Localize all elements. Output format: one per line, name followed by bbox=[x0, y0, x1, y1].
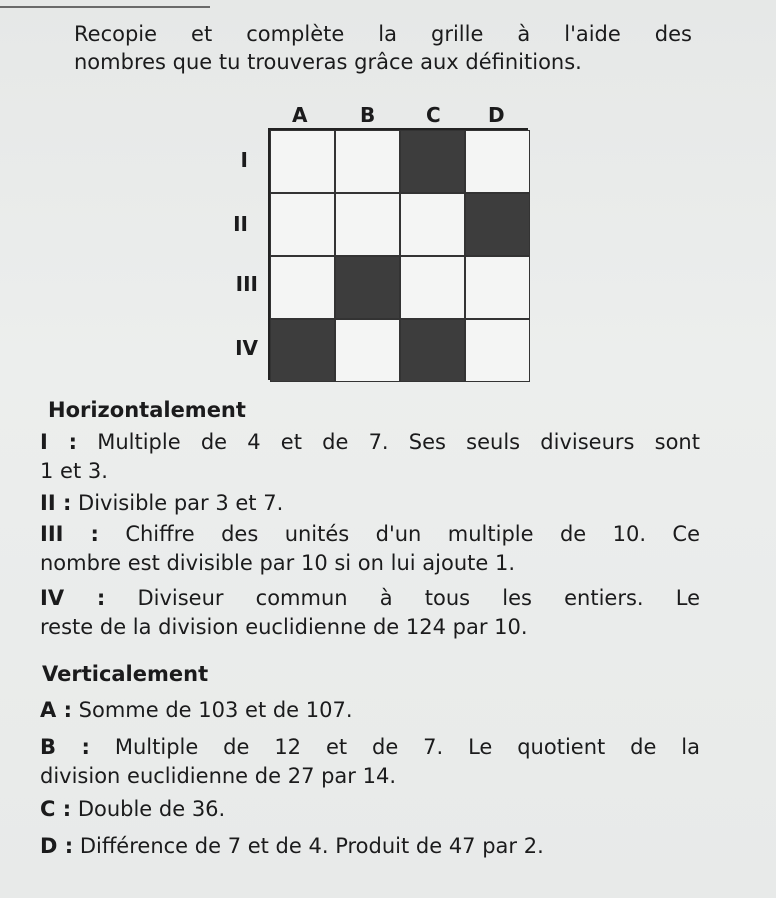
definition-horizontal-2 bbox=[40, 489, 700, 518]
definition-text: Multiple de 4 et de 7. Ses seuls diviseurs sont bbox=[97, 430, 700, 454]
definition-label: B : bbox=[40, 735, 90, 759]
column-label-d: D bbox=[488, 103, 505, 127]
instruction-line-1: Recopie et complète la grille à l'aide des bbox=[74, 22, 692, 46]
definition-horizontal-4 bbox=[40, 584, 700, 642]
top-rule-line bbox=[0, 6, 210, 8]
definition-label: III : bbox=[40, 522, 99, 546]
definition-label: I : bbox=[40, 430, 78, 454]
definition-label: II : bbox=[40, 491, 72, 515]
definition-horizontal-3 bbox=[40, 520, 700, 578]
grid-cell-empty[interactable] bbox=[270, 130, 335, 193]
grid-cell-black bbox=[335, 256, 400, 319]
row-label-2: II bbox=[233, 212, 248, 236]
definition-text: Chiffre des unités d'un multiple de 10. Ce bbox=[125, 522, 700, 546]
definition-horizontal-1 bbox=[40, 428, 700, 486]
column-label-a: A bbox=[292, 103, 308, 127]
row-label-1: I bbox=[240, 148, 248, 172]
definition-vertical-c bbox=[40, 795, 700, 824]
definition-vertical-b bbox=[40, 733, 700, 791]
definition-text: Multiple de 12 et de 7. Le quotient de la bbox=[114, 735, 700, 759]
definition-label: IV : bbox=[40, 586, 106, 610]
definition-label: A : bbox=[40, 698, 72, 722]
definition-text: Différence de 7 et de 4. Produit de 47 par 2. bbox=[79, 834, 544, 858]
grid-cell-black bbox=[400, 130, 465, 193]
horizontal-title: Horizontalement bbox=[48, 398, 246, 422]
grid-cell-empty[interactable] bbox=[270, 193, 335, 256]
grid-cell-black bbox=[270, 319, 335, 382]
definition-label: D : bbox=[40, 834, 74, 858]
grid-cell-empty[interactable] bbox=[465, 319, 530, 382]
row-label-3: III bbox=[235, 272, 258, 296]
grid-cell-black bbox=[465, 193, 530, 256]
grid-cell-empty[interactable] bbox=[400, 193, 465, 256]
grid-cell-empty[interactable] bbox=[335, 319, 400, 382]
definition-vertical-d bbox=[40, 832, 700, 861]
column-label-b: B bbox=[360, 103, 376, 127]
row-label-4: IV bbox=[235, 336, 258, 360]
grid-cell-empty[interactable] bbox=[400, 256, 465, 319]
definition-text-continued: division euclidienne de 27 par 14. bbox=[40, 764, 397, 788]
vertical-title: Verticalement bbox=[42, 662, 209, 686]
grid-cell-empty[interactable] bbox=[335, 130, 400, 193]
definition-vertical-a bbox=[40, 696, 700, 725]
grid-cell-empty[interactable] bbox=[465, 130, 530, 193]
grid-cell-empty[interactable] bbox=[270, 256, 335, 319]
definition-text-continued: 1 et 3. bbox=[40, 459, 108, 483]
definition-text: Double de 36. bbox=[77, 797, 226, 821]
definition-label: C : bbox=[40, 797, 72, 821]
definition-text: Somme de 103 et de 107. bbox=[78, 698, 353, 722]
instruction-line-2: nombres que tu trouveras grâce aux définitions. bbox=[74, 50, 582, 74]
grid-cell-empty[interactable] bbox=[335, 193, 400, 256]
definition-text: Divisible par 3 et 7. bbox=[78, 491, 284, 515]
crossnumber-grid bbox=[268, 128, 528, 380]
definition-text: Diviseur commun à tous les entiers. Le bbox=[137, 586, 700, 610]
column-label-c: C bbox=[426, 103, 441, 127]
grid-cell-black bbox=[400, 319, 465, 382]
definition-text-continued: reste de la division euclidienne de 124 par 10. bbox=[40, 615, 528, 639]
exercise-instructions bbox=[74, 20, 692, 76]
grid-cell-empty[interactable] bbox=[465, 256, 530, 319]
definition-text-continued: nombre est divisible par 10 si on lui ajoute 1. bbox=[40, 551, 516, 575]
